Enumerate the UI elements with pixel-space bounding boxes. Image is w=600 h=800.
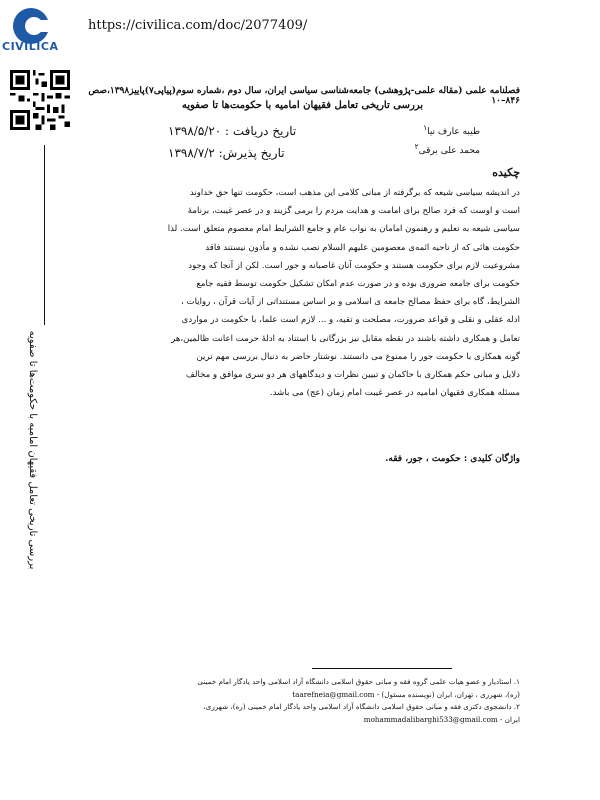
abstract-line: مسئله همکاری فقیهان امامیه در عصر غیبت امام زمان (عج) می باشد. <box>269 388 520 399</box>
qr-code-icon <box>10 70 70 130</box>
abstract-line: مشروعیت لازم برای حکومت هستند و حکومت آنان غاصبانه و جور است. لکن از آنجا که وجود <box>188 260 520 271</box>
footnote-2-affiliation: ایران - <box>500 714 520 724</box>
keywords: واژگان کلیدی : حکومت ، جور، فقه. <box>385 454 520 464</box>
abstract-line: در اندیشه سیاسی شیعه که برگرفته از مبانی کلامی این مذهب است، حکومت تنها حق خداوند <box>189 188 520 198</box>
footnote-2-line-1: ۲. دانشجوی دکتری فقه و مبانی حقوق اسلامی دانشگاه آزاد اسلامی واحد یادگار امام خمینی (ره)، شهرری، <box>203 702 520 711</box>
received-date: تاریخ دریافت : ۱۳۹۸/۵/۲۰ <box>168 124 297 138</box>
abstract-line: حکومت برای جامعه ضروری بوده و در صورت عدم امکان تشکیل حکومت توسط فقیه جامع <box>196 279 520 290</box>
abstract-line: سیاسی شیعه به تعلیم و رهنمون امامان به نواب عام و جامع الشرایط امام معصوم متعلق است. لذا <box>167 224 520 235</box>
author-name: طیبه عارف نیا <box>427 127 480 137</box>
journal-citation: فصلنامه علمی (مقاله علمی-پژوهشی) جامعه‌شناسی سیاسی ایران، سال دوم ،شماره سوم(پیاپی۷)پاییز۱۳۹۸،صص ۸۴۶–۱۰ <box>88 86 520 106</box>
footnote-1-affiliation: (ره)، شهرری ، تهران، ایران (نویسنده مسئول) - <box>376 689 520 699</box>
sidebar-running-title: بررسی تاریخی تعامل فقیهان امامیه با حکومت‌ها تا صفویه <box>27 330 38 570</box>
footnote-divider <box>312 668 452 669</box>
civilica-logo <box>4 6 58 62</box>
author-name: محمد علی برقی <box>418 146 480 156</box>
author-2 <box>415 142 480 156</box>
sidebar-divider <box>44 145 45 325</box>
footnote-1-line-1: ۱. استادیار و عضو هیات علمی گروه فقه و مبانی حقوق اسلامی دانشگاه آزاد اسلامی واحد یادگار امام خمینی <box>197 677 520 686</box>
abstract-line: حکومت هائی که از ناحیه ائمه‌ی معصومین علیهم السلام نصب نشده و مأذون نیستند فاقد <box>205 242 520 253</box>
footnotes <box>85 676 520 726</box>
abstract-line: ادله عقلی و نقلی و قواعد ضرورت، مصلحت و تقیه، و ... لازم است علما، با حکومت در مواردی <box>181 315 520 326</box>
abstract-line: است و اوست که فرد صالح برای امامت و هدایت مردم را برمی گزیند و در عصر غیبت، برنامهٔ <box>187 206 520 217</box>
document-url[interactable]: https://civilica.com/doc/2077409/ <box>88 18 308 33</box>
abstract-line: دلایل و مبانی حکم همکاری با حاکمان و تبیین نظرات و دیدگاههای هر دو سری موافق و مخالف <box>185 370 520 381</box>
footnote-2-email[interactable]: mohammadalibarghi533@gmail.com <box>363 714 498 724</box>
paper-title: بررسی تاریخی تعامل فقیهان امامیه با حکومت‌ها تا صفویه <box>181 100 424 111</box>
logo-text: CIVILICA <box>2 40 59 53</box>
footnote-2-line-2 <box>85 714 520 727</box>
accepted-date: تاریخ پذیرش: ۱۳۹۸/۷/۲ <box>168 146 285 160</box>
author-1 <box>423 123 480 137</box>
abstract-heading: چکیده <box>492 166 520 179</box>
footnote-1-email[interactable]: taarefneia@gmail.com <box>292 689 375 699</box>
abstract-line: الشرایط، گاه برای حفظ مصالح جامعه ی اسلامی و بر اساس مستنداتی از آیات قرآن ، روایات ، <box>181 297 520 308</box>
abstract-line: تعامل و همکاری داشته باشند در نقطه مقابل نیز بزرگانی با استناد به ادلهٔ حرمت اعانت ظالمین،هر <box>171 333 520 344</box>
author-sup: ۱ <box>423 123 428 132</box>
abstract-line: گونه همکاری با حکومت جور را ممنوع می دانستند. نوشتار حاضر به دنبال بررسی مهم ترین <box>196 351 520 362</box>
abstract-body <box>85 184 520 402</box>
author-sup: ۲ <box>414 142 419 151</box>
footnote-1-line-2 <box>85 689 520 702</box>
